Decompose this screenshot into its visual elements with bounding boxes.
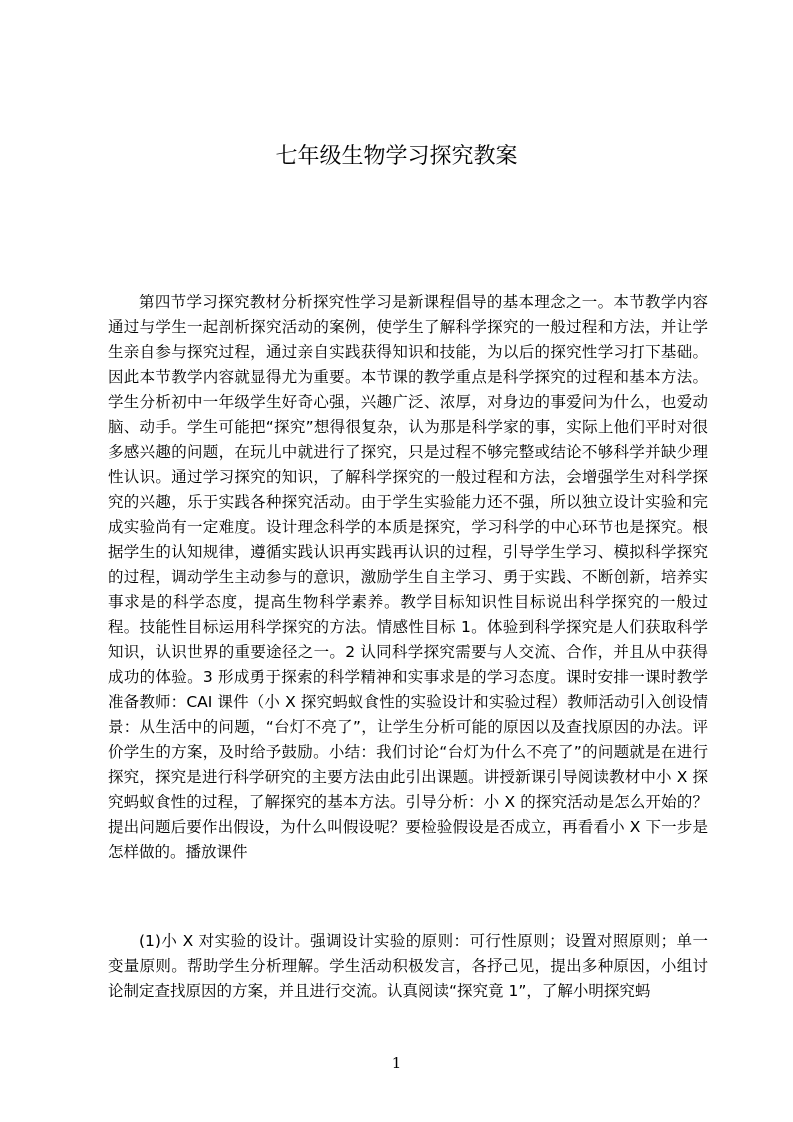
page-number: 1: [391, 1054, 402, 1072]
body-paragraph-2: (1)小 X 对实验的设计。强调设计实验的原则：可行性原则；设置对照原则；单一变量原则。帮助学生分析理解。学生活动积极发言，各抒己见，提出多种原因，小组讨论制定查找原因的方案，并且进行交流。认真阅读“探究竟 1”，了解小明探究蚂: [108, 932, 708, 1000]
body-paragraph-1: 第四节学习探究教材分析探究性学习是新课程倡导的基本理念之一。本节教学内容通过与学生一起剖析探究活动的案例，使学生了解科学探究的一般过程和方法，并让学生亲自参与探究过程，通过亲自实践获得知识和技能，为以后的探究性学习打下基础。因此本节教学内容就显得尤为重要。本节课的教学重点是科学探究的过程和基本方法。学生分析初中一年级学生好奇心强，兴趣广泛、浓厚，对身边的事爱问为什么，也爱动脑、动手。学生可能把“探究”想得很复杂，认为那是科学家的事，实际上他们平时对很多感兴趣的问题，在玩儿中就进行了探究，只是过程不够完整或结论不够科学并缺少理性认识。通过学习探究的知识，了解科学探究的一般过程和方法，会增强学生对科学探究的兴趣，乐于实践各种探究活动。由于学生实验能力还不强，所以独立设计实验和完成实验尚有一定难度。设计理念科学的本质是探究，学习科学的中心环节也是探究。根据学生的认知规律，遵循实践认识再实践再认识的过程，引导学生学习、模拟科学探究的过程，调动学生主动参与的意识，激励学生自主学习、勇于实践、不断创新，培养实事求是的科学态度，提高生物科学素养。教学目标知识性目标说出科学探究的一般过程。技能性目标运用科学探究的方法。情感性目标 1。体验到科学探究是人们获取科学知识，认识世界的重要途径之一。2 认同科学探究需要与人交流、合作，并且从中获得成功的体验。3 形成勇于探索的科学精神和实事求是的学习态度。课时安排一课时教学准备教师：CAI 课件（小 X 探究蚂蚁食性的实验设计和实验过程）教师活动引入创设情景：从生活中的问题，“台灯不亮了”，让学生分析可能的原因以及查找原因的办法。评价学生的方案，及时给予鼓励。小结：我们讨论“台灯为什么不亮了”的问题就是在进行探究，探究是进行科学研究的主要方法由此引出课题。讲授新课引导阅读教材中小 X 探究蚂蚁食性的过程，了解探究的基本方法。引导分析：小 X 的探究活动是怎么开始的？提出问题后要作出假设，为什么叫假设呢？要检验假设是否成立，再看看小 X 下一步是怎样做的。播放课件: [108, 293, 708, 861]
document-title: 七年级生物学习探究教案: [275, 144, 518, 169]
